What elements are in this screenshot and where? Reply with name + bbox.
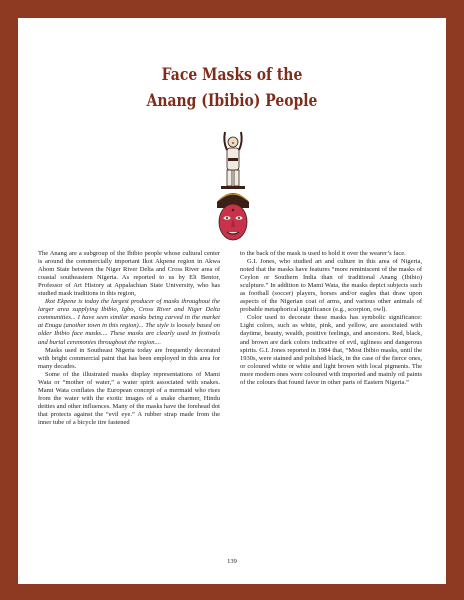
paragraph: G.I. Jones, who studied art and culture in this area of Nigeria, noted that the masks have features “more reminiscent of the masks of Ceylon or Southern India than of traditional Anang (Ibibio) sculpture.” In addition to Mami Wata, the masks depict subjects such as football (soccer) players, horses and/or eagles that draw upon aspects of the Nigerian coat of arms, and various other animals of probable metaphorical significance (e.g., scorpion, owl). xyxy=(240,258,422,314)
mask-illustration xyxy=(209,128,257,248)
text-column-left xyxy=(38,250,220,427)
paragraph: Masks used in Southeast Nigeria today are frequently decorated with bright commercial paint that has been employed in this area for many decades. xyxy=(38,346,220,370)
paragraph: Some of the illustrated masks display representations of Mami Wata or “mother of water,” a water spirit associated with snakes. Mami Wata conflates the European concept of a mermaid who rises from the water with the exotic images of a snake charmer, Hindu deities and other influences. Many of the masks have the forehead dot that protects against the “evil eye.” A rubber strap made from the inner tube of a bicycle tire fastened xyxy=(38,370,220,426)
paragraph: Color used to decorate these masks has symbolic significance: Light colors, such as white, pink, and yellow, are associated with daytime, beauty, wealth, positive feelings, and ancestors. Red, black, and brown are dark colors indicative of evil, ugliness and dangerous spirits. G.I. Jones reported in 1984 that, “Most Ibibio masks, until the 1930s, were stained and polished black, in the case of the fierce ones, or coloured white or white and light brown with local pigments. The more modern ones were coloured with imported and mainly oil paints of the colours that found favor in other parts of Eastern Nigeria.” xyxy=(240,314,422,386)
title-line-1: Face Masks of the xyxy=(161,65,303,85)
title-line-2: Anang (Ibibio) People xyxy=(146,91,318,111)
paragraph: The Anang are a subgroup of the Ibibio people whose cultural center is around the commercially important Ikot Akpene region in Akwa Abom State between the Niger River Delta and Cross River area of coastal southeastern Nigeria. As reported to us by Eli Bentor, Professor of Art History at Appalachian State University, who has studied mask traditions in this region, xyxy=(38,250,220,298)
page-title xyxy=(57,62,408,114)
page-number: 139 xyxy=(227,558,237,565)
paragraph: to the back of the mask is used to hold it over the wearer’s face. xyxy=(240,250,406,257)
quote-paragraph: Ikot Ekpene is today the largest producer of masks throughout the larger area supplying Ibibio, Igbo, Cross River and Niger Delta communities... I have seen similar masks being carved in the market at Enugu (another town in this region)... The style is loosely based on older Ibibio face masks.... These masks are clearly used in festivals and burial ceremonies throughout the region.... xyxy=(38,298,220,346)
book-page xyxy=(18,18,446,584)
text-column-right xyxy=(240,250,422,387)
